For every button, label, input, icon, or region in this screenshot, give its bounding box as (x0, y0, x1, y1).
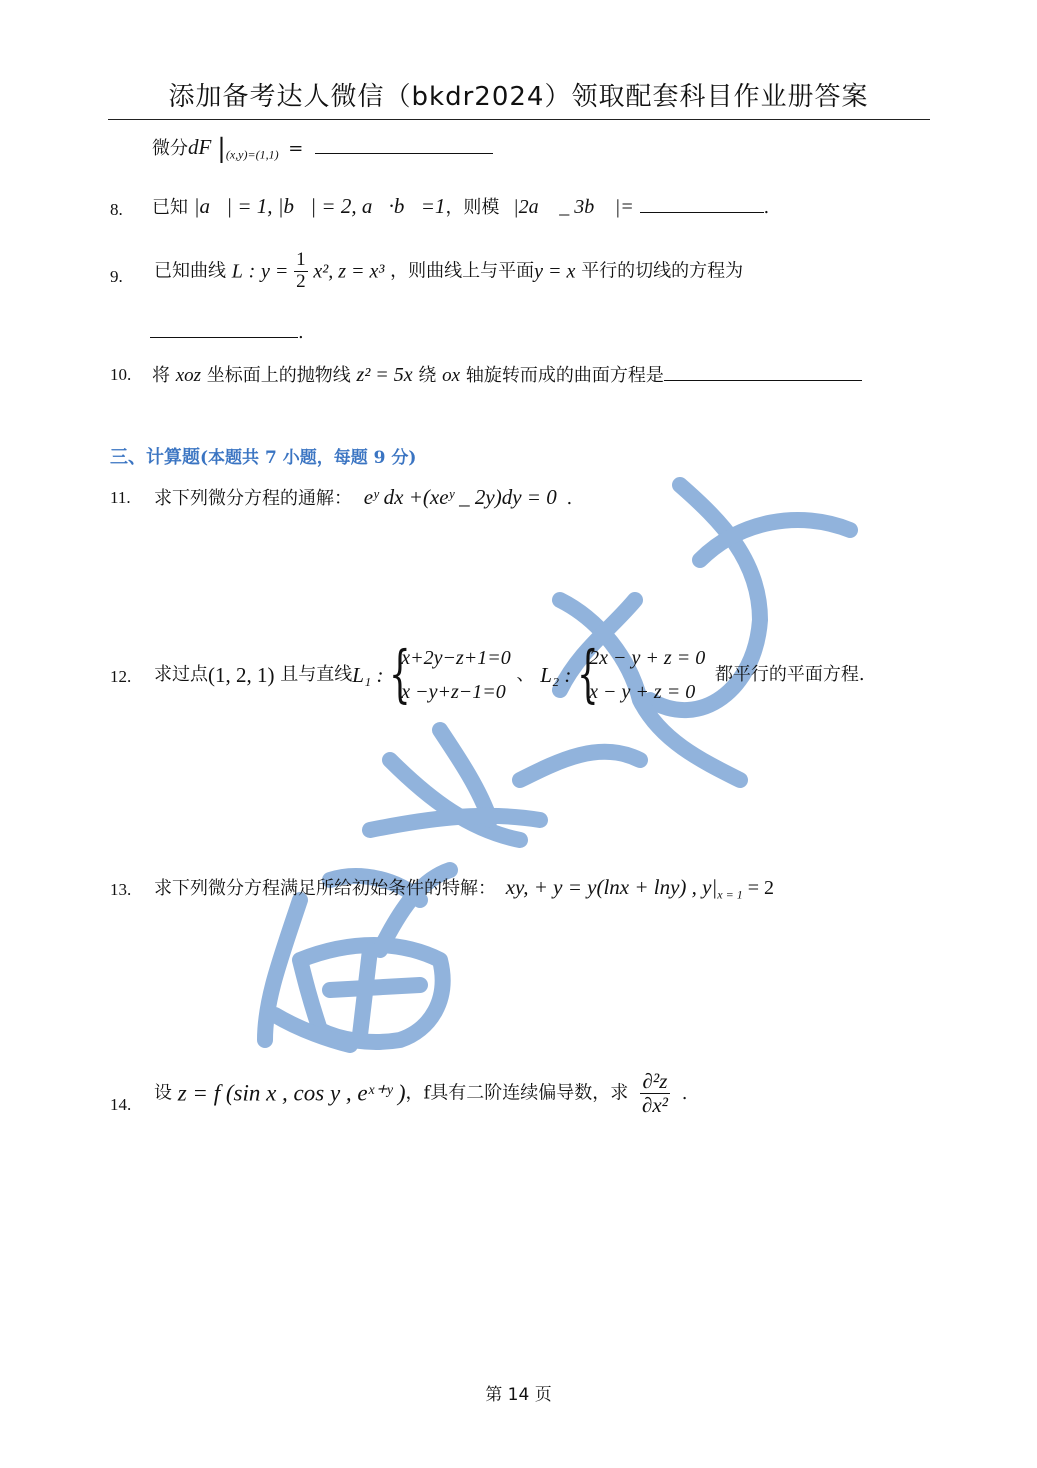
section-title: 三、计算题 (110, 447, 200, 468)
q12-l1-brace: { (389, 637, 411, 710)
q14-fraction-denominator: ∂x² (641, 1093, 668, 1118)
q10-mid: 坐标面上的抛物线 (206, 365, 351, 386)
question-13 (154, 874, 774, 903)
q13-text: 求下列微分方程满足所给初始条件的特解： (154, 878, 496, 899)
q9-colon: : (248, 260, 256, 283)
q10-answer-blank (664, 379, 862, 381)
question-7-tail (152, 134, 493, 164)
q9-y: y = (261, 260, 289, 283)
q7-equals: = (288, 138, 304, 159)
q12-post: 都平行的平面方程. (714, 664, 865, 685)
q9-pre: 已知曲线 (154, 260, 226, 282)
q10-axis: ox (442, 365, 461, 386)
q7-subscript: (x,y)=(1,1) (225, 147, 279, 162)
q12-l1-equation-2: x −y+z−1=0 (401, 681, 506, 703)
section-heading (110, 443, 416, 469)
question-12 (154, 637, 865, 710)
q10-pre: 将 (152, 365, 170, 386)
q12-l1-label: L₁ : (352, 663, 384, 687)
q10-plane: xoz (175, 365, 202, 386)
q12-l1-equation-1: x+2y−z+1=0 (401, 647, 511, 669)
q9-tail: . (298, 322, 304, 343)
q12-point: (1, 2, 1) (208, 663, 275, 687)
q10-post: 轴旋转而成的曲面方程是 (465, 365, 664, 386)
q14-fraction-numerator: ∂²z (640, 1070, 670, 1094)
q7-expr: dF (188, 135, 212, 159)
q11-text: 求下列微分方程的通解： (154, 488, 352, 509)
q9-post: ，则曲线上与平面 (390, 260, 535, 282)
question-9 (154, 250, 743, 293)
q12-text: 求过点 (154, 664, 208, 685)
q14-mid: ，f具有二阶连续偏导数，求 (405, 1082, 629, 1104)
q9-curve: L (231, 260, 243, 283)
q9-fraction-numerator: 1 (296, 249, 306, 270)
q9-answer-blank (150, 336, 298, 338)
q12-line-2-system (577, 637, 706, 710)
q11-equation: eʸ dx +(xeʸ _ 2y)dy = 0 (363, 485, 557, 509)
q14-equation: z = f (sin x , cos y , eˣ⁺ʸ ) (177, 1080, 406, 1106)
q9-post2: 平行的切线的方程为 (581, 260, 744, 282)
q12-l2-equation-1: 2x − y + z = 0 (589, 647, 706, 669)
q9-plane: y = x (534, 260, 576, 283)
q7-label: 微分 (152, 138, 188, 159)
question-14-number: 14. (110, 1095, 132, 1114)
question-10-number: 10. (110, 365, 132, 384)
q13-equation: xy, + y = y(lnx + lny) , y| (505, 875, 718, 899)
q14-pre: 设 (154, 1082, 172, 1104)
q9-fraction (294, 250, 308, 293)
q13-subscript: x = 1 (717, 887, 743, 902)
q7-answer-blank (315, 152, 493, 154)
question-12-number: 12. (110, 667, 132, 686)
q8-expression: |2a⃗ _ 3b⃗ |= (513, 196, 634, 218)
question-14 (154, 1070, 687, 1117)
question-9-number: 9. (110, 267, 123, 286)
question-13-number: 13. (110, 880, 132, 899)
q10-equation: z² = 5x (356, 364, 413, 386)
q12-l2-equation-2: x − y + z = 0 (589, 681, 696, 703)
question-10 (152, 361, 862, 387)
q8-condition: |a⃗| = 1, |b⃗| = 2, a⃗·b⃗=1 (193, 194, 446, 218)
question-11-number: 11. (110, 488, 131, 507)
q12-separator: 、 (516, 664, 535, 685)
q10-mid2: 绕 (418, 365, 437, 386)
section-detail: (本题共 7 小题，每题 9 分) (200, 448, 417, 468)
question-8 (152, 193, 769, 219)
page-header-title: 添加备考达人微信（bkdr2024）领取配套科目作业册答案 (168, 82, 869, 112)
q8-tail: . (763, 197, 770, 218)
q8-answer-blank (640, 211, 764, 213)
q12-line-1-system (389, 637, 511, 710)
q12-l2-brace: { (577, 637, 599, 710)
q11-tail: . (566, 488, 573, 509)
question-11 (154, 484, 572, 510)
q9-fraction-denominator: 2 (296, 270, 306, 292)
q8-pre: 已知 (152, 197, 188, 218)
q12-mid: 且与直线 (280, 664, 353, 685)
q12-l2-label: L₂ : (540, 663, 572, 687)
q9-answer-line (150, 322, 304, 343)
q9-rest: x², z = x³ (313, 260, 385, 283)
q13-rhs: = 2 (742, 877, 774, 899)
q8-mid: ，则模 (445, 197, 500, 218)
page-number: 第 14 页 (485, 1385, 552, 1405)
header-divider (108, 119, 930, 120)
q7-bar: | (217, 134, 226, 164)
q14-tail: . (681, 1082, 688, 1104)
question-8-number: 8. (110, 200, 123, 219)
q14-fraction (640, 1070, 670, 1117)
